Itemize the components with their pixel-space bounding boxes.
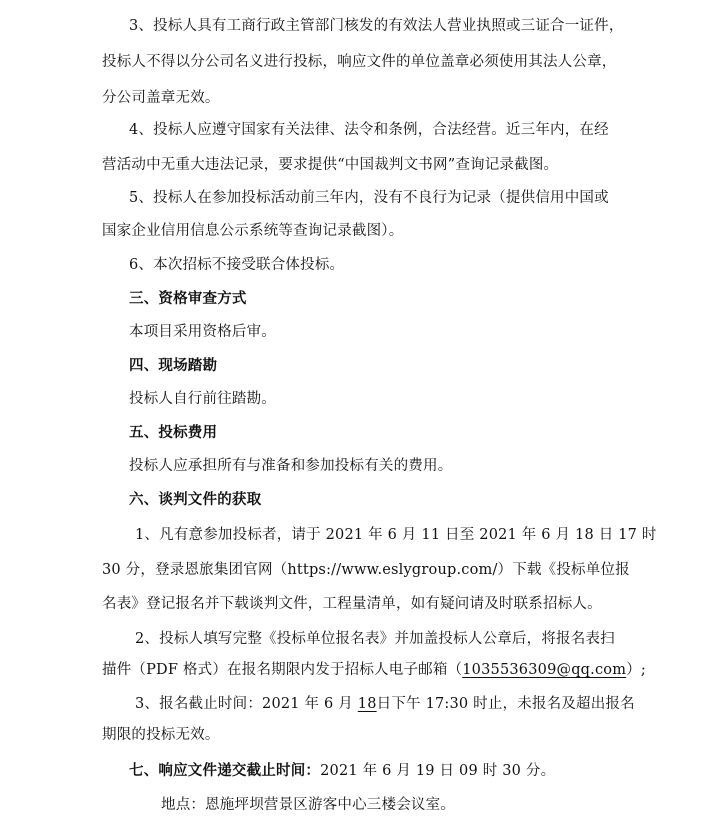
deadline-day: 18 [357,696,377,712]
paragraph-line: 地点：恩施坪坝营景区游客中心三楼会议室。 [161,797,455,813]
paragraph-line: 国家企业信用信息公示系统等查询记录截图）。 [102,223,404,239]
email-line-prefix: 描件（PDF 格式）在报名期限内发于招标人电子邮箱（ [102,662,463,678]
paragraph-line: 6、本次招标不接受联合体投标。 [129,257,345,273]
paragraph-line: 2、投标人填写完整《投标单位报名表》并加盖投标人公章后，将报名表扫 [135,631,615,647]
paragraph-line: 投标人自行前往踏勘。 [129,391,276,407]
email-line-suffix: ）; [626,662,646,678]
paragraph-line: 4、投标人应遵守国家有关法律、法令和条例，合法经营。近三年内，在经 [129,122,609,138]
paragraph-line: 投标人应承担所有与准备和参加投标有关的费用。 [129,458,453,474]
paragraph-line: 5、投标人在参加投标活动前三年内，没有不良行为记录（提供信用中国或 [129,190,609,206]
paragraph-line: 30 分，登录恩旅集团官网（https://www.eslygroup.com/）下载《投标单位报 [102,562,630,578]
paragraph-line: 本项目采用资格后审。 [129,324,276,340]
paragraph-line: 3、投标人具有工商行政主管部门核发的有效法人营业执照或三证合一证件， [129,18,624,34]
paragraph-line: 分公司盖章无效。 [102,90,220,106]
section-heading: 六、谈判文件的获取 [129,491,262,508]
paragraph-line: 期限的投标无效。 [102,727,220,743]
section-heading [0,761,707,781]
submit-deadline-value: 2021 年 6 月 19 日 09 时 30 分。 [320,763,556,779]
deadline-suffix: 日下午 17:30 时止，未报名及超出报名 [376,696,635,712]
paragraph-line: 营活动中无重大违法记录，要求提供“中国裁判文书网”查询记录截图。 [102,157,559,173]
paragraph-line [0,660,707,680]
section-heading: 四、现场踏勘 [129,357,218,374]
email-link[interactable]: 1035536309@qq.com [462,662,627,678]
paragraph-line [0,694,707,714]
section-heading: 五、投标费用 [129,424,218,441]
paragraph-line: 投标人不得以分公司名义进行投标，响应文件的单位盖章必须使用其法人公章， [102,54,617,70]
paragraph-line: 1、凡有意参加投标者，请于 2021 年 6 月 11 日至 2021 年 6 月 18 日 17 时 [135,527,657,543]
deadline-prefix: 3、报名截止时间：2021 年 6 月 [135,696,358,712]
paragraph-line: 名表》登记报名并下载谈判文件，工程量清单，如有疑问请及时联系招标人。 [102,596,602,612]
submit-deadline-label: 七、响应文件递交截止时间： [129,762,321,779]
section-heading: 三、资格审查方式 [129,290,247,307]
